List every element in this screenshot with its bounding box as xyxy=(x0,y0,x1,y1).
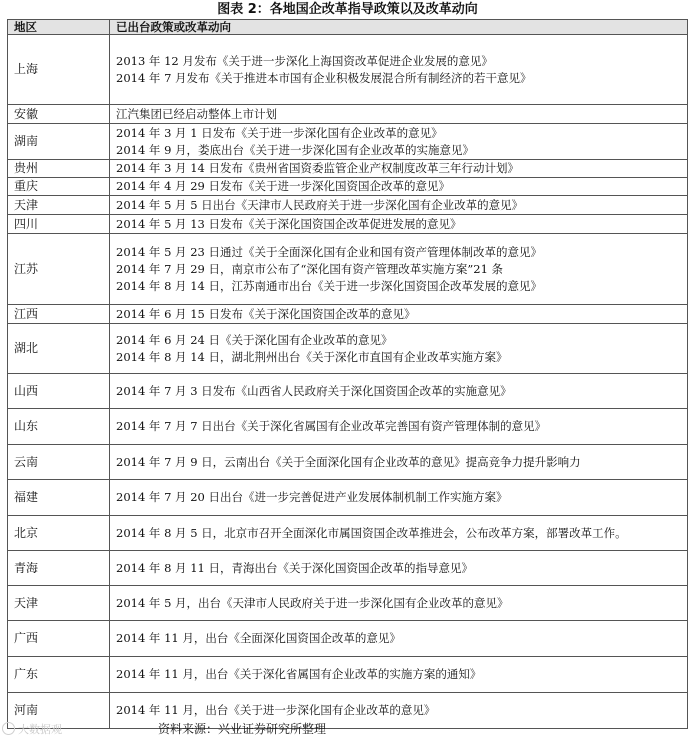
policy-line: 2014 年 8 月 14 日，江苏南通市出台《关于进一步深化国资国企改革发展的意见》 xyxy=(116,278,542,293)
table-header-row xyxy=(8,20,688,35)
region-cell: 北京 xyxy=(8,516,110,551)
table-row xyxy=(8,35,688,105)
policy-line: 2014 年 7 月发布《关于推进本市国有企业积极发展混合所有制经济的若干意见》 xyxy=(116,70,532,85)
table-row xyxy=(8,445,688,480)
region-cell: 河南 xyxy=(8,693,110,729)
policy-line: 2014 年 9 月，娄底出台《关于进一步深化国有企业改革的实施意见》 xyxy=(116,142,475,157)
policy-line: 2014 年 7 月 3 日发布《山西省人民政府关于深化国资国企改革的实施意见》 xyxy=(116,383,512,398)
table-row xyxy=(8,551,688,586)
policy-cell xyxy=(110,160,688,178)
policy-cell xyxy=(110,480,688,516)
policy-line: 2013 年 12 月发布《关于进一步深化上海国资改革促进企业发展的意见》 xyxy=(116,53,493,68)
region-cell: 湖南 xyxy=(8,124,110,160)
policy-cell xyxy=(110,178,688,196)
policy-line: 2014 年 7 月 29 日，南京市公布了“深化国有资产管理改革实施方案”21 条 xyxy=(116,261,504,276)
region-cell: 安徽 xyxy=(8,105,110,124)
policy-cell xyxy=(110,445,688,480)
table-row xyxy=(8,105,688,124)
policy-cell xyxy=(110,105,688,124)
policy-cell xyxy=(110,215,688,234)
policy-table xyxy=(7,19,688,729)
region-cell: 山东 xyxy=(8,409,110,445)
source-note: 资料来源：兴业证券研究所整理 xyxy=(158,722,327,736)
table-row xyxy=(8,324,688,374)
policy-line: 江汽集团已经启动整体上市计划 xyxy=(116,106,277,121)
table-row xyxy=(8,234,688,305)
policy-cell xyxy=(110,621,688,657)
policy-line: 2014 年 5 月 13 日发布《关于深化国资国企改革促进发展的意见》 xyxy=(116,216,462,231)
table-row xyxy=(8,657,688,693)
footer xyxy=(0,720,695,739)
table-row xyxy=(8,178,688,196)
table-row xyxy=(8,196,688,215)
policy-line: 2014 年 7 月 7 日出台《关于深化省属国有企业改革完善国有资产管理体制的意见》 xyxy=(116,419,547,433)
policy-line: 2014 年 5 月 23 日通过《关于全面深化国有企业和国有资产管理体制改革的意见》 xyxy=(116,244,542,259)
region-cell: 上海 xyxy=(8,35,110,105)
region-cell: 青海 xyxy=(8,551,110,586)
region-cell: 天津 xyxy=(8,196,110,215)
policy-line: 2014 年 4 月 29 日发布《关于进一步深化国资国企改革的意见》 xyxy=(116,179,450,193)
policy-cell xyxy=(110,305,688,324)
region-cell: 天津 xyxy=(8,586,110,621)
policy-line: 2014 年 5 月 5 日出台《天津市人民政府关于进一步深化国有企业改革的意见》 xyxy=(116,197,524,212)
policy-line: 2014 年 3 月 1 日发布《关于进一步深化国有企业改革的意见》 xyxy=(116,125,443,140)
policy-cell xyxy=(110,196,688,215)
policy-line: 2014 年 7 月 20 日出台《进一步完善促进产业发展体制机制工作实施方案》 xyxy=(116,490,508,504)
region-cell: 贵州 xyxy=(8,160,110,178)
policy-cell xyxy=(110,124,688,160)
policy-cell xyxy=(110,234,688,305)
policy-cell xyxy=(110,409,688,445)
table-row xyxy=(8,586,688,621)
policy-line: 2014 年 11 月，出台《关于进一步深化国有企业改革的意见》 xyxy=(116,703,436,717)
policy-cell xyxy=(110,516,688,551)
policy-cell xyxy=(110,374,688,409)
table-row xyxy=(8,374,688,409)
policy-cell xyxy=(110,551,688,586)
region-cell: 山西 xyxy=(8,374,110,409)
policy-line: 2014 年 8 月 11 日，青海出台《关于深化国资国企改革的指导意见》 xyxy=(116,560,473,575)
policy-cell xyxy=(110,657,688,693)
watermark-text: 大数据观 xyxy=(18,723,62,736)
table-row xyxy=(8,305,688,324)
table-row xyxy=(8,516,688,551)
policy-cell xyxy=(110,586,688,621)
header-policy: 已出台政策或改革动向 xyxy=(110,20,688,35)
region-cell: 广西 xyxy=(8,621,110,657)
region-cell: 江苏 xyxy=(8,234,110,305)
policy-line: 2014 年 6 月 15 日发布《关于深化国资国企改革的意见》 xyxy=(116,306,416,321)
policy-line: 2014 年 8 月 5 日，北京市召开全面深化市属国资国企改革推进会，公布改革方案，部署改革工作。 xyxy=(116,525,627,540)
policy-line: 2014 年 3 月 14 日发布《贵州省国资委监管企业产权制度改革三年行动计划》 xyxy=(116,161,519,175)
region-cell: 江西 xyxy=(8,305,110,324)
table-row xyxy=(8,124,688,160)
policy-cell xyxy=(110,35,688,105)
table-row xyxy=(8,621,688,657)
policy-line: 2014 年 11 月，出台《关于深化省属国有企业改革的实施方案的通知》 xyxy=(116,667,482,681)
table-row xyxy=(8,409,688,445)
table-row xyxy=(8,160,688,178)
region-cell: 福建 xyxy=(8,480,110,516)
region-cell: 四川 xyxy=(8,215,110,234)
region-cell: 重庆 xyxy=(8,178,110,196)
region-cell: 云南 xyxy=(8,445,110,480)
table-row xyxy=(8,215,688,234)
region-cell: 湖北 xyxy=(8,324,110,374)
policy-line: 2014 年 11 月，出台《全面深化国资国企改革的意见》 xyxy=(116,631,401,645)
policy-line: 2014 年 7 月 9 日，云南出台《关于全面深化国有企业改革的意见》提高竞争力提升影响力 xyxy=(116,454,581,469)
policy-cell xyxy=(110,324,688,374)
policy-line: 2014 年 6 月 24 日《关于深化国有企业改革的意见》 xyxy=(116,332,393,347)
table-title: 图表 2：各地国企改革指导政策以及改革动向 xyxy=(217,2,478,17)
region-cell: 广东 xyxy=(8,657,110,693)
policy-line: 2014 年 5 月，出台《天津市人民政府关于进一步深化国有企业改革的意见》 xyxy=(116,595,509,610)
policy-line: 2014 年 8 月 14 日，湖北荆州出台《关于深化市直国有企业改革实施方案》 xyxy=(116,349,508,364)
header-region: 地区 xyxy=(8,20,110,35)
table-row xyxy=(8,480,688,516)
